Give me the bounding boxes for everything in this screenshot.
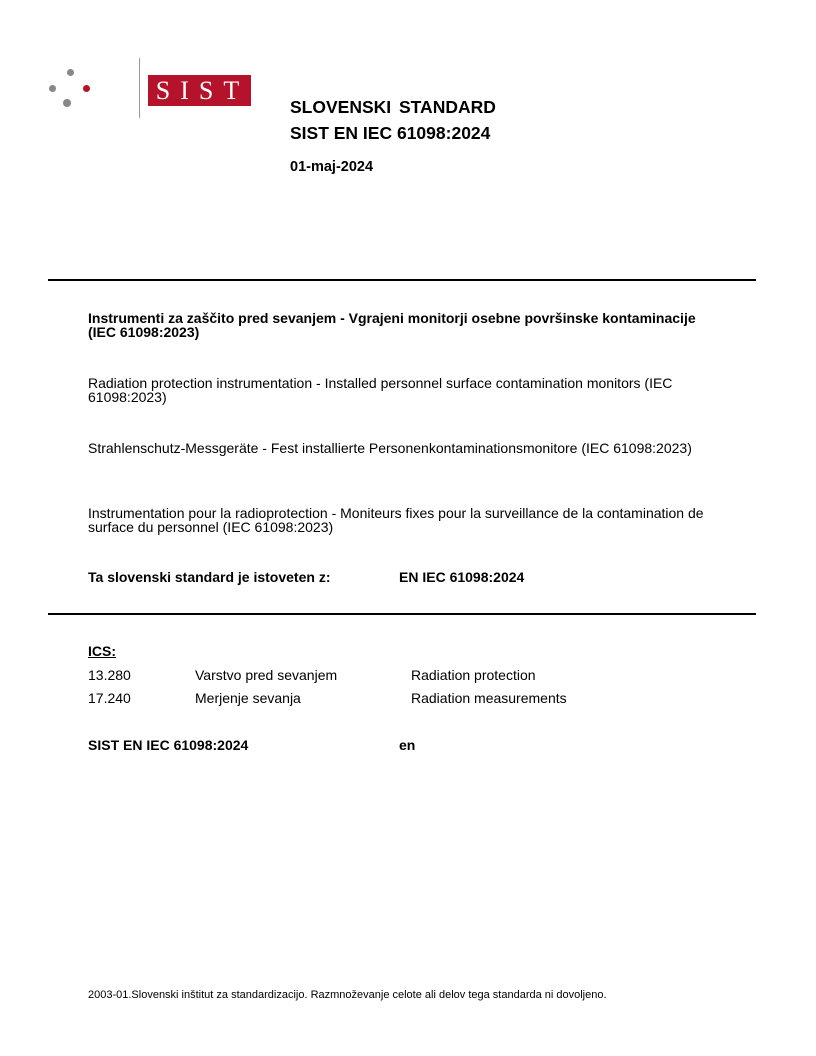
top-divider: [48, 279, 756, 281]
logo-wordmark: SIST: [148, 75, 251, 106]
identity-value: EN IEC 61098:2024: [399, 569, 525, 585]
ics-slovenian: Merjenje sevanja: [195, 690, 301, 706]
ics-english: Radiation measurements: [411, 690, 567, 706]
summary-language: en: [399, 737, 416, 753]
ics-code: 13.280: [88, 667, 131, 683]
copyright-footer: 2003-01.Slovenski inštitut za standardizacijo. Razmnoževanje celote ali delov tega standarda ni dovoljeno.: [88, 989, 607, 1001]
logo-divider: [139, 58, 140, 118]
ics-slovenian: Varstvo pred sevanjem: [195, 667, 338, 683]
publication-date: 01-maj-2024: [290, 159, 374, 175]
summary-number: SIST EN IEC 61098:2024: [88, 737, 249, 753]
ics-english: Radiation protection: [411, 667, 536, 683]
ics-code: 17.240: [88, 690, 131, 706]
ics-heading: ICS:: [88, 643, 116, 659]
logo-dot-icon: [49, 85, 56, 92]
sist-logo: [46, 58, 250, 120]
title-block: [290, 94, 496, 175]
logo-dot-red-icon: [83, 85, 90, 92]
summary-row: [88, 738, 708, 752]
bottom-divider: [48, 613, 756, 615]
title-english: Radiation protection instrumentation - Installed personnel surface contamination monitors (IEC 61098:2023): [88, 375, 673, 405]
identity-row: [88, 570, 708, 584]
standard-label: SLOVENSKI STANDARD: [290, 97, 496, 117]
standard-number: SIST EN IEC 61098:2024: [290, 123, 491, 143]
title-slovenian: Instrumenti za zaščito pred sevanjem - Vgrajeni monitorji osebne površinske kontaminacije (IEC 61098:2023): [88, 310, 696, 340]
identity-label: Ta slovenski standard je istoveten z:: [88, 569, 331, 585]
title-french: Instrumentation pour la radioprotection - Moniteurs fixes pour la surveillance de la contamination de surface du personnel (IEC 61098:2023): [88, 505, 704, 535]
title-german: Strahlenschutz-Messgeräte - Fest installierte Personenkontaminationsmonitore (IEC 61098:2023): [88, 440, 692, 456]
logo-dot-icon: [63, 99, 71, 107]
logo-dot-icon: [67, 69, 74, 76]
